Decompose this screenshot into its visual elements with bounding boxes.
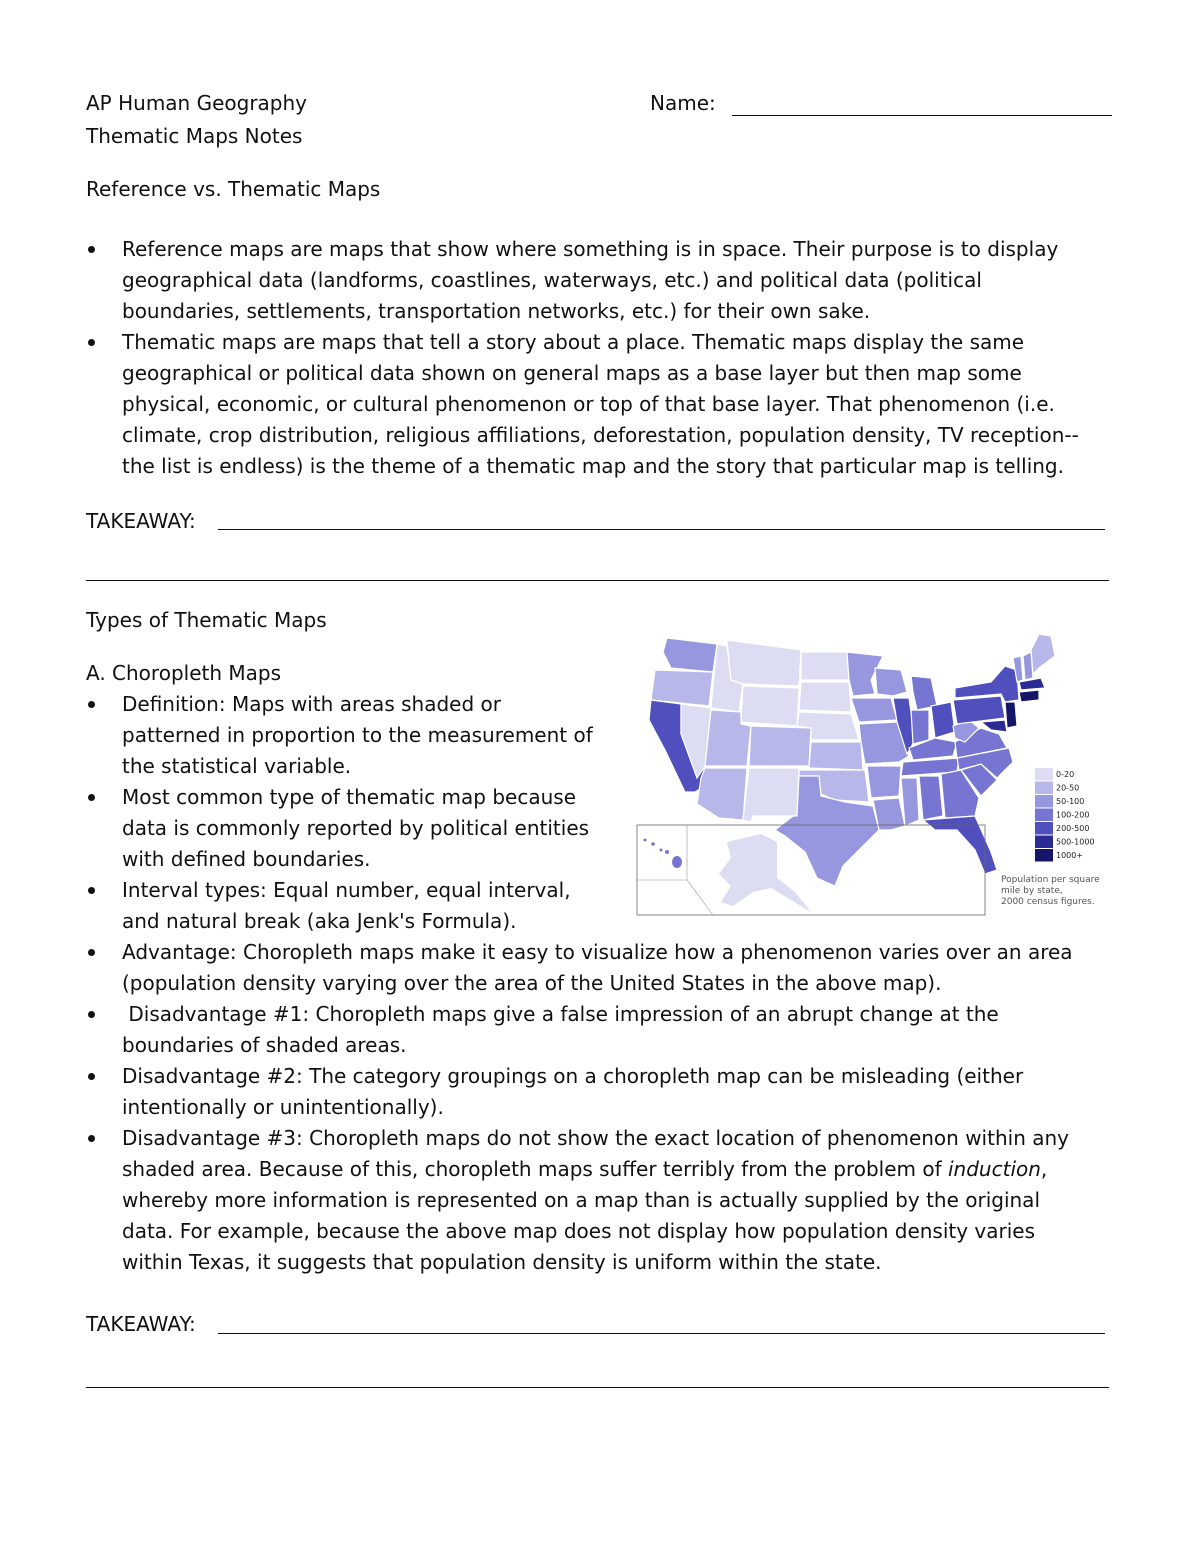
state-alabama [919, 776, 943, 820]
state-ohio [931, 702, 955, 738]
choropleth-bullets-wide [86, 937, 1126, 1278]
state-iowa [851, 698, 897, 722]
legend-label: 1000+ [1056, 851, 1084, 860]
state-kansas [809, 742, 863, 770]
text-line: whereby more information is represented on a map than is actually supplied by the original [122, 1188, 1040, 1212]
takeaway-blank-1a[interactable] [218, 529, 1105, 530]
legend-label: 50-100 [1056, 797, 1085, 806]
state-colorado [749, 726, 811, 766]
notes-subtitle: Thematic Maps Notes [86, 124, 303, 148]
bullet-definition [86, 689, 646, 782]
text-line: the statistical variable. [122, 754, 352, 778]
bullet-advantage [86, 937, 1126, 999]
text-line: physical, economic, or cultural phenomenon or top of that base layer. That phenomenon (i.e. [122, 392, 1055, 416]
text-line: the list is endless) is the theme of a thematic map and the story that particular map is telling. [122, 454, 1064, 478]
state-pennsylvania [953, 696, 1005, 724]
state-connecticut-ri [1019, 690, 1039, 702]
text-line: Disadvantage #3: Choropleth maps do not show the exact location of phenomenon within any [122, 1126, 1069, 1150]
bullet-most-common [86, 782, 646, 875]
legend-label: 0-20 [1056, 770, 1075, 779]
text-line: patterned in proportion to the measurement of [122, 723, 593, 747]
text-fragment: , [1040, 1157, 1048, 1181]
us-population-density-map [635, 630, 1105, 917]
text-line: Advantage: Choropleth maps make it easy to visualize how a phenomenon varies over an area [122, 940, 1073, 964]
text-line: Disadvantage #1: Choropleth maps give a false impression of an abrupt change at the [122, 1002, 999, 1026]
text-line: data. For example, because the above map does not display how population density varies [122, 1219, 1036, 1243]
text-line [122, 1154, 1126, 1185]
state-north-dakota [801, 652, 849, 680]
state-new-jersey [1005, 702, 1017, 728]
bullet-reference-maps [86, 234, 1126, 327]
text-line: boundaries, settlements, transportation networks, etc.) for their own sake. [122, 299, 871, 323]
induction-emphasis: induction [948, 1157, 1041, 1181]
bullet-disadvantage-2 [86, 1061, 1126, 1123]
legend-note-line-1: Population per square [1001, 875, 1100, 885]
text-line: Disadvantage #2: The category groupings on a choropleth map can be misleading (either [122, 1064, 1024, 1088]
legend-swatch [1035, 836, 1053, 849]
text-line: Interval types: Equal number, equal interval, [122, 878, 571, 902]
state-wisconsin [875, 668, 907, 696]
reference-thematic-bullets [86, 234, 1126, 482]
text-line: climate, crop distribution, religious affiliations, deforestation, population density, TV reception-- [122, 423, 1079, 447]
text-line: data is commonly reported by political entities [122, 816, 590, 840]
legend-swatch [1035, 849, 1053, 862]
alaska-divider [687, 880, 713, 915]
text-fragment: shaded area. Because of this, choropleth maps suffer terribly from the problem of [122, 1157, 948, 1181]
state-indiana [911, 710, 929, 744]
state-arizona [697, 768, 747, 820]
text-line: Most common type of thematic map because [122, 785, 577, 809]
text-line: intentionally or unintentionally). [122, 1095, 444, 1119]
legend-note-line-2: mile by state, [1001, 886, 1063, 896]
bullet-interval-types [86, 875, 646, 937]
legend-swatch [1035, 809, 1053, 822]
name-blank-line[interactable] [732, 115, 1112, 116]
legend-swatch [1035, 768, 1053, 781]
text-line: and natural break (aka Jenk's Formula). [122, 909, 517, 933]
subheading-choropleth: A. Choropleth Maps [86, 661, 281, 685]
bullet-thematic-maps [86, 327, 1126, 482]
state-maine [1031, 634, 1055, 674]
state-michigan [911, 676, 937, 710]
text-line: Thematic maps are maps that tell a story about a place. Thematic maps display the same [122, 330, 1025, 354]
legend-label: 500-1000 [1056, 837, 1095, 847]
state-wyoming [741, 686, 799, 726]
takeaway-blank-2b[interactable] [86, 1387, 1109, 1388]
map-legend [1035, 768, 1095, 862]
legend-swatch [1035, 822, 1053, 835]
takeaway-blank-2a[interactable] [218, 1333, 1105, 1334]
text-line: boundaries of shaded areas. [122, 1033, 407, 1057]
text-line: within Texas, it suggests that population density is uniform within the state. [122, 1250, 882, 1274]
state-new-mexico [743, 768, 799, 822]
takeaway-blank-1b[interactable] [86, 580, 1109, 581]
text-line: (population density varying over the area of the United States in the above map). [122, 971, 942, 995]
state-arkansas [867, 766, 901, 798]
legend-label: 100-200 [1056, 810, 1090, 820]
text-line: geographical or political data shown on general maps as a base layer but then map some [122, 361, 1022, 385]
legend-label: 20-50 [1056, 783, 1080, 793]
state-south-dakota [799, 682, 851, 712]
state-oregon [651, 670, 713, 706]
course-title: AP Human Geography [86, 91, 308, 115]
takeaway-label-1: TAKEAWAY: [86, 509, 196, 533]
text-line: geographical data (landforms, coastlines, waterways, etc.) and political data (political [122, 268, 982, 292]
choropleth-bullets-narrow [86, 689, 646, 937]
bullet-disadvantage-1 [86, 999, 1126, 1061]
contiguous-states [649, 634, 1055, 886]
legend-note-line-3: 2000 census figures. [1001, 897, 1095, 907]
section-heading-types: Types of Thematic Maps [86, 608, 327, 632]
legend-swatch [1035, 782, 1053, 795]
name-label: Name: [650, 91, 716, 115]
section-heading-reference-vs-thematic: Reference vs. Thematic Maps [86, 177, 381, 201]
text-line: Reference maps are maps that show where something is in space. Their purpose is to display [122, 237, 1059, 261]
state-montana [727, 640, 801, 686]
takeaway-label-2: TAKEAWAY: [86, 1312, 196, 1336]
state-washington [663, 638, 717, 672]
legend-swatch [1035, 795, 1053, 808]
bullet-disadvantage-3 [86, 1123, 1126, 1278]
state-hawaii [644, 839, 683, 869]
text-line: with defined boundaries. [122, 847, 371, 871]
text-line: Definition: Maps with areas shaded or [122, 692, 501, 716]
legend-label: 200-500 [1056, 824, 1090, 833]
